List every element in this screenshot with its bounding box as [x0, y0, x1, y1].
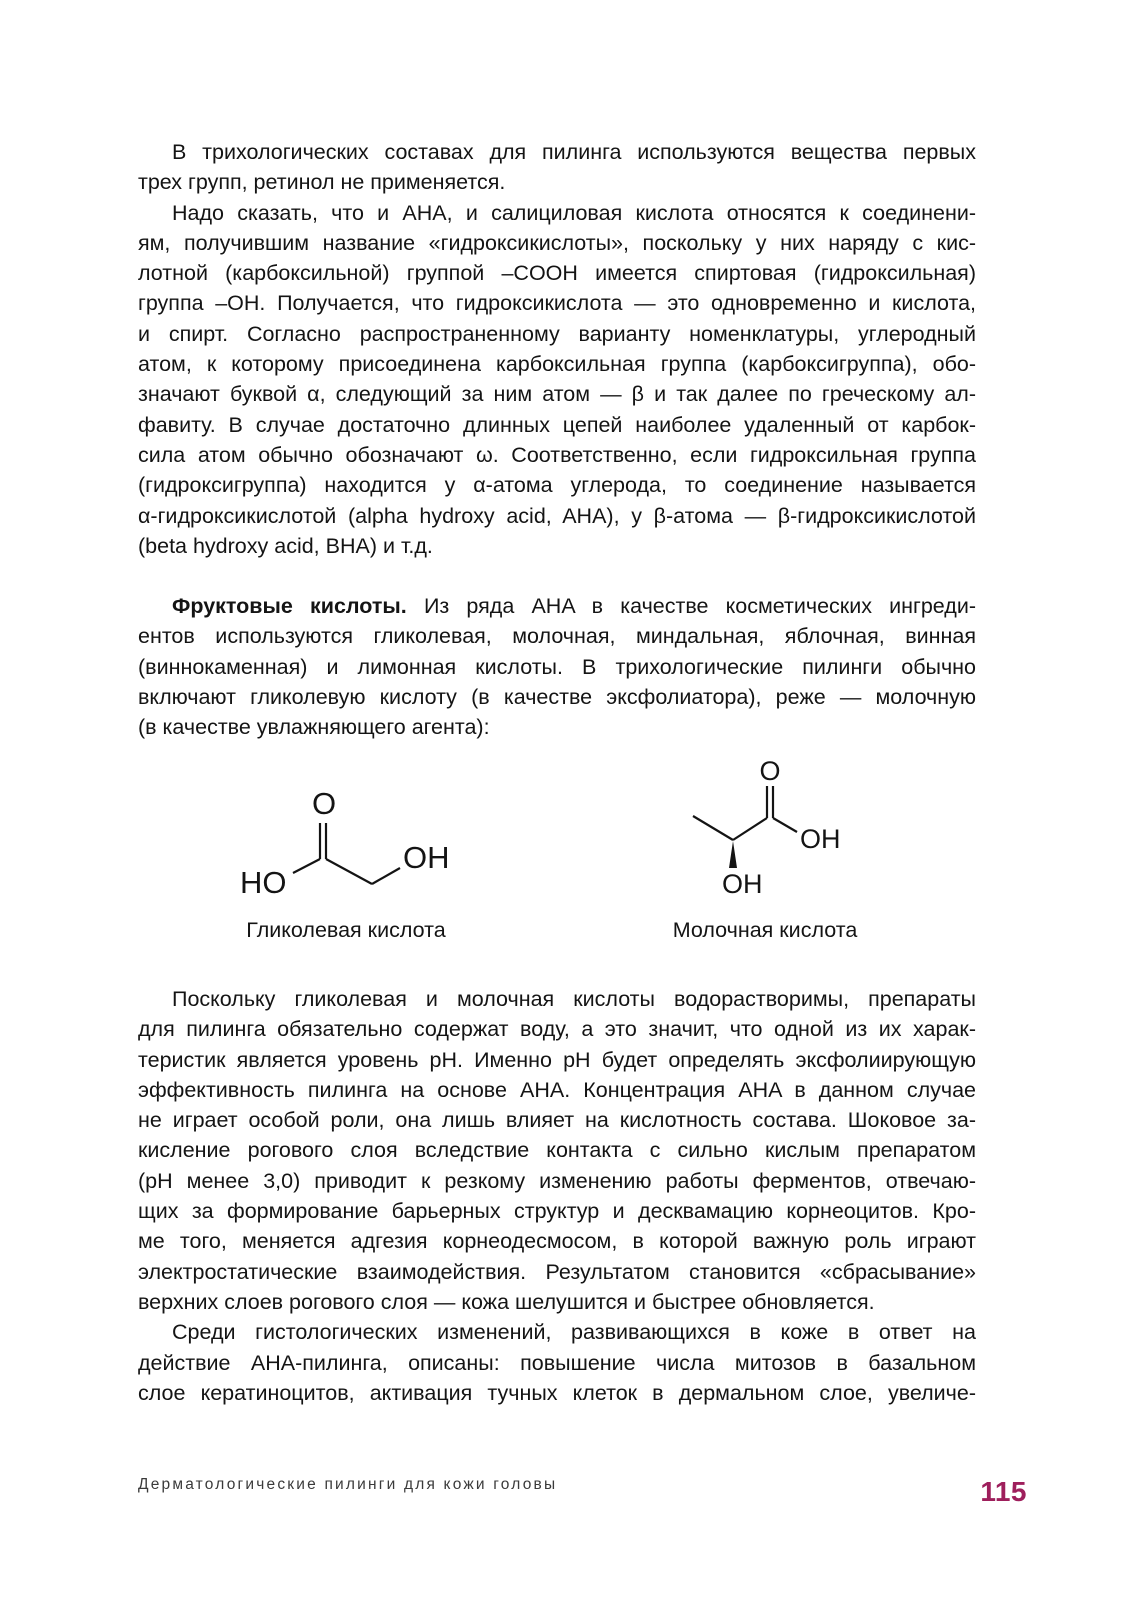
text-line: верхних слоев рогового слоя — кожа шелушится и быстрее обновляется. — [138, 1289, 875, 1314]
text-line: атом, к которому присоединена карбоксильная группа (карбоксигруппа), обо- — [138, 352, 976, 377]
text-line: трех групп, ретинол не применяется. — [138, 170, 506, 195]
atom-label-hydroxyl-left: HO — [240, 865, 287, 900]
text-line: не играет особой роли, она лишь влияет на кислотность состава. Шоковое за- — [138, 1108, 976, 1133]
text-line: эффективность пилинга на основе AHA. Концентрация AHA в данном случае — [138, 1077, 976, 1102]
text-block-intro — [138, 137, 976, 561]
wedge-bond — [729, 841, 737, 868]
paragraph — [138, 591, 976, 742]
text-line: включают гликолевую кислоту (в качестве эксфолиатора), реже — молочную — [138, 684, 976, 709]
text-line — [138, 591, 976, 621]
text-line: действие AHA-пилинга, описаны: повышение числа митозов в базальном — [138, 1350, 976, 1375]
text-line: сила атом обычно обозначают ω. Соответственно, если гидроксильная группа — [138, 442, 976, 467]
figure-caption-lactic: Молочная кислота — [672, 918, 858, 942]
atom-label-hydroxyl-right: OH — [403, 840, 450, 875]
text-line: ентов используются гликолевая, молочная, миндальная, яблочная, винная — [138, 624, 976, 649]
running-footer-title: Дерматологические пилинги для кожи головы — [138, 1476, 558, 1493]
bond-line — [293, 859, 320, 873]
text-line: α-гидроксикислотой (alpha hydroxy acid, AHA), у β-атома — β-гидроксикислотой — [138, 503, 976, 528]
text-line: для пилинга обязательно содержат воду, а это значит, что одной из их харак- — [138, 1017, 976, 1042]
paragraph — [138, 984, 976, 1317]
text-line: группа –OH. Получается, что гидроксикислота — это одновременно и кислота, — [138, 291, 976, 316]
bond-line — [326, 859, 372, 884]
paragraph — [138, 137, 976, 198]
bond-line — [733, 818, 767, 840]
text-line: (виннокаменная) и лимонная кислоты. В трихологические пилинги обычно — [138, 654, 976, 679]
text-line: электростатические взаимодействия. Результатом становится «сбрасывание» — [138, 1259, 976, 1284]
text-line: (гидроксигруппа) находится у α-атома углерода, то соединение называется — [138, 473, 976, 498]
glycolic-acid-structure — [230, 780, 470, 905]
paragraph-lead-heading: Фруктовые кислоты. — [172, 594, 407, 618]
text-line: кисление рогового слоя вследствие контакта с сильно кислым препаратом — [138, 1138, 976, 1163]
atom-label-alpha-hydroxyl: OH — [722, 869, 763, 899]
text-line: В трихологических составах для пилинга используются вещества первых — [172, 140, 976, 164]
text-line: слое кератиноцитов, активация тучных клеток в дермальном слое, увеличе- — [138, 1380, 976, 1405]
text-line: ме того, меняется адгезия корнеодесмосом, в которой важную роль играют — [138, 1229, 976, 1254]
text-line: (в качестве увлажняющего агента): — [138, 715, 490, 740]
page-number: 115 — [980, 1476, 1027, 1507]
bond-line — [372, 868, 400, 884]
text-line: значают буквой α, следующий за ним атом — β и так далее по греческому ал- — [138, 382, 976, 407]
atom-label-carbonyl-oxygen: O — [311, 786, 337, 821]
text-line: лотной (карбоксильной) группой –COOH имеется спиртовая (гидроксильная) — [138, 261, 976, 286]
paragraph — [138, 198, 976, 562]
atom-label-carbonyl-oxygen: O — [759, 756, 781, 786]
text-line: и спирт. Согласно распространенному варианту номенклатуры, углеродный — [138, 321, 976, 346]
methyl-bond-line — [693, 816, 733, 840]
bond-line — [773, 818, 797, 832]
text-line: щих за формирование барьерных структур и десквамацию корнеоцитов. Кро- — [138, 1199, 976, 1224]
text-line: Поскольку гликолевая и молочная кислоты водорастворимы, препараты — [172, 987, 976, 1011]
text-line: (pH менее 3,0) приводит к резкому изменению работы ферментов, отвечаю- — [138, 1168, 976, 1193]
paragraph — [138, 1317, 976, 1408]
text-line: Среди гистологических изменений, развивающихся в коже в ответ на — [172, 1320, 976, 1345]
text-block-fruit-acids — [138, 591, 976, 742]
text-line: теристик является уровень pH. Именно pH будет определять эксфолиирующую — [138, 1047, 976, 1072]
atom-label-acid-hydroxyl: OH — [800, 824, 841, 854]
figure-caption-glycolic: Гликолевая кислота — [246, 918, 446, 942]
text-line: ям, получившим название «гидроксикислоты», поскольку у них наряду с кис- — [138, 230, 976, 255]
text-block-ph — [138, 984, 976, 1408]
lactic-acid-structure — [680, 755, 860, 900]
text-line: (beta hydroxy acid, BHA) и т.д. — [138, 533, 433, 558]
text-line: Надо сказать, что и AHA, и салициловая кислота относятся к соединени- — [172, 200, 976, 225]
text-line: фавиту. В случае достаточно длинных цепей наиболее удаленный от карбок- — [138, 412, 976, 437]
text-run: Из ряда AHA в качестве косметических ингреди- — [423, 594, 977, 618]
